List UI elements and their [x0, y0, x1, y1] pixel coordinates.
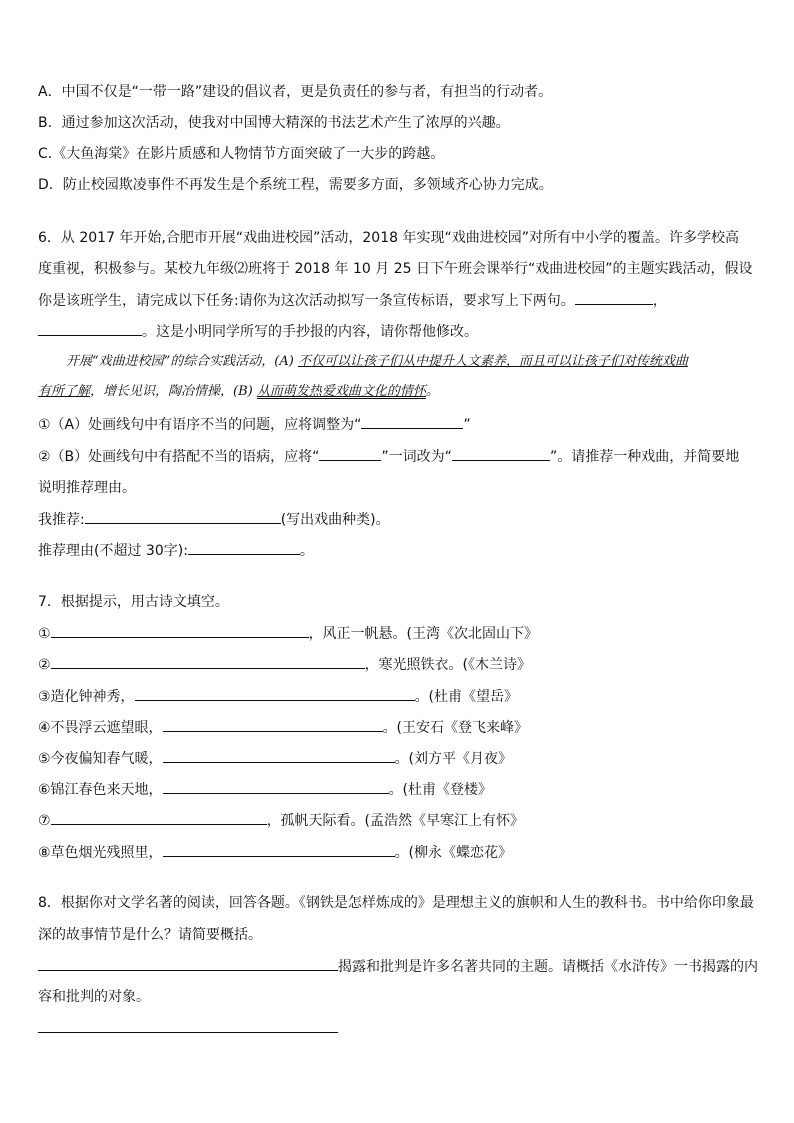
poem-item-suffix: ，寒光照铁衣。(《木兰诗》 [364, 657, 532, 673]
poem-item-3 [38, 686, 764, 707]
poem-blank[interactable] [163, 748, 395, 763]
q8-line-3 [38, 956, 764, 977]
poem-blank[interactable] [51, 810, 267, 825]
q6-sub-2 [38, 446, 764, 467]
q5-option-c: C.《大鱼海棠》在影片质感和人物情节方面突破了一大步的跨越。 [38, 146, 445, 162]
poem-blank[interactable] [51, 654, 365, 669]
q6-sub-2-continued: 说明推荐理由。 [38, 480, 136, 496]
correct-word-blank[interactable] [452, 446, 550, 461]
recommend-hint: (写出戏曲种类)。 [280, 512, 390, 528]
slogan-line-2-blank[interactable] [38, 321, 142, 336]
water-margin-answer-blank[interactable] [38, 1032, 338, 1033]
poem-item-5 [38, 748, 764, 769]
poem-item-prefix: ⑥锦江春色来天地， [38, 782, 163, 798]
poem-blank[interactable] [135, 686, 415, 701]
q6-line-1: 6．从 2017 年开始,合肥市开展“戏曲进校园”活动，2018 年实现“戏曲进校园”对所有中小学的覆盖。许多学校高 [38, 230, 739, 246]
reason-blank[interactable] [188, 540, 300, 555]
q6-recommend [38, 509, 764, 530]
poem-item-prefix: ① [38, 626, 51, 642]
poster-b-label: (B) [233, 384, 253, 399]
reorder-answer-blank[interactable] [361, 414, 463, 429]
q6-sub-2-prefix: ②（B）处画线句中有搭配不当的语病，应将“ [38, 449, 320, 465]
poem-item-prefix: ⑦ [38, 813, 51, 829]
q6-reason [38, 540, 764, 561]
q6-line-3-comma: ， [652, 293, 667, 309]
poem-blank[interactable] [163, 842, 395, 857]
q6-line-2: 度重视，积极参与。某校九年级⑵班将于 2018 年 10 月 25 日下午班会课举行“戏曲进校园”的主题实践活动，假设 [38, 261, 753, 277]
plot-summary-blank[interactable] [38, 956, 338, 971]
poster-prefix: 开展“戏曲进校园”的综合实践活动， [66, 354, 275, 369]
q8-line-3-text: 揭露和批判是许多名著共同的主题。请概括《水浒传》一书揭露的内 [338, 959, 758, 975]
q8-line-2: 深的故事情节是什么？请简要概括。 [38, 927, 262, 943]
poem-item-7 [38, 810, 764, 831]
q6-sub-1 [38, 414, 764, 435]
q6-line-3-text: 你是该班学生，请完成以下任务:请你为这次活动拟写一条宣传标语，要求写上下两句。 [38, 293, 575, 309]
reason-label: 推荐理由(不超过 30字): [38, 543, 188, 559]
q8-line-4: 容和批判的对象。 [38, 989, 150, 1005]
slogan-line-1-blank[interactable] [575, 290, 653, 305]
wrong-word-blank[interactable] [319, 446, 381, 461]
poem-item-1 [38, 623, 764, 644]
opera-type-blank[interactable] [85, 509, 281, 524]
q5-option-d: D．防止校园欺凌事件不再发生是个系统工程，需要多方面，多领域齐心协力完成。 [38, 177, 553, 193]
poster-middle: ，增长见识，陶冶情操， [90, 384, 234, 399]
poem-item-suffix: ，风正一帆悬。(王湾《次北固山下》 [308, 626, 539, 642]
poem-item-prefix: ② [38, 657, 51, 673]
poster-line-2 [38, 382, 764, 402]
poem-item-prefix: ⑧草色烟光残照里， [38, 845, 163, 861]
poster-line-1 [66, 352, 764, 372]
poster-a-continued: 有所了解 [38, 384, 91, 399]
poem-item-suffix: 。(王安石《登飞来峰》 [382, 720, 529, 736]
poem-blank[interactable] [163, 717, 383, 732]
q6-sub-2-mid: ”一词改为“ [381, 449, 452, 465]
poem-item-suffix: 。(杜甫《登楼》 [388, 782, 493, 798]
reason-end: 。 [299, 543, 314, 559]
poem-item-suffix: ，孤帆天际看。(孟浩然《早寒江上有怀》 [266, 813, 525, 829]
q5-option-a: A．中国不仅是“一带一路”建设的倡议者，更是负责任的参与者，有担当的行动者。 [38, 84, 553, 100]
poster-end: 。 [425, 384, 439, 399]
poem-item-2 [38, 654, 764, 675]
recommend-label: 我推荐: [38, 512, 85, 528]
q8-line-1: 8．根据你对文学名著的阅读，回答各题。《钢铁是怎样炼成的》是理想主义的旗帜和人生的教科书。书中给你印象最 [38, 895, 754, 911]
poem-item-8 [38, 842, 764, 863]
q6-sub-2-suffix: ”。请推荐一种戏曲，并简要地 [549, 449, 740, 465]
poster-a-label: (A) [274, 354, 294, 369]
poem-blank[interactable] [51, 623, 309, 638]
poem-item-prefix: ③造化钟神秀， [38, 689, 135, 705]
poster-a-sentence: 不仅可以让孩子们从中提升人文素养，而且可以让孩子们对传统戏曲 [297, 354, 688, 369]
poem-item-4 [38, 717, 764, 738]
q6-sub-1-prefix: ①（A）处画线句中有语序不当的问题，应将调整为“ [38, 417, 362, 433]
q6-line-4-text: 。这是小明同学所写的手抄报的内容，请你帮他修改。 [142, 324, 478, 340]
poem-item-suffix: 。(刘方平《月夜》 [394, 751, 513, 767]
q6-sub-1-suffix: ” [463, 417, 471, 433]
poem-item-prefix: ④不畏浮云遮望眼， [38, 720, 163, 736]
poster-b-sentence: 从而萌发热爱戏曲文化的情怀 [256, 384, 426, 399]
q7-title: 7．根据提示，用古诗文填空。 [38, 594, 229, 610]
poem-item-suffix: 。(柳永《蝶恋花》 [394, 845, 513, 861]
poem-item-6 [38, 779, 764, 800]
poem-item-suffix: 。(杜甫《望岳》 [414, 689, 519, 705]
poem-item-prefix: ⑤今夜偏知春气暖， [38, 751, 163, 767]
q5-option-b: B．通过参加这次活动，使我对中国博大精深的书法艺术产生了浓厚的兴趣。 [38, 115, 510, 131]
q6-line-3 [38, 290, 764, 311]
poem-blank[interactable] [163, 779, 389, 794]
q6-line-4 [38, 321, 764, 342]
